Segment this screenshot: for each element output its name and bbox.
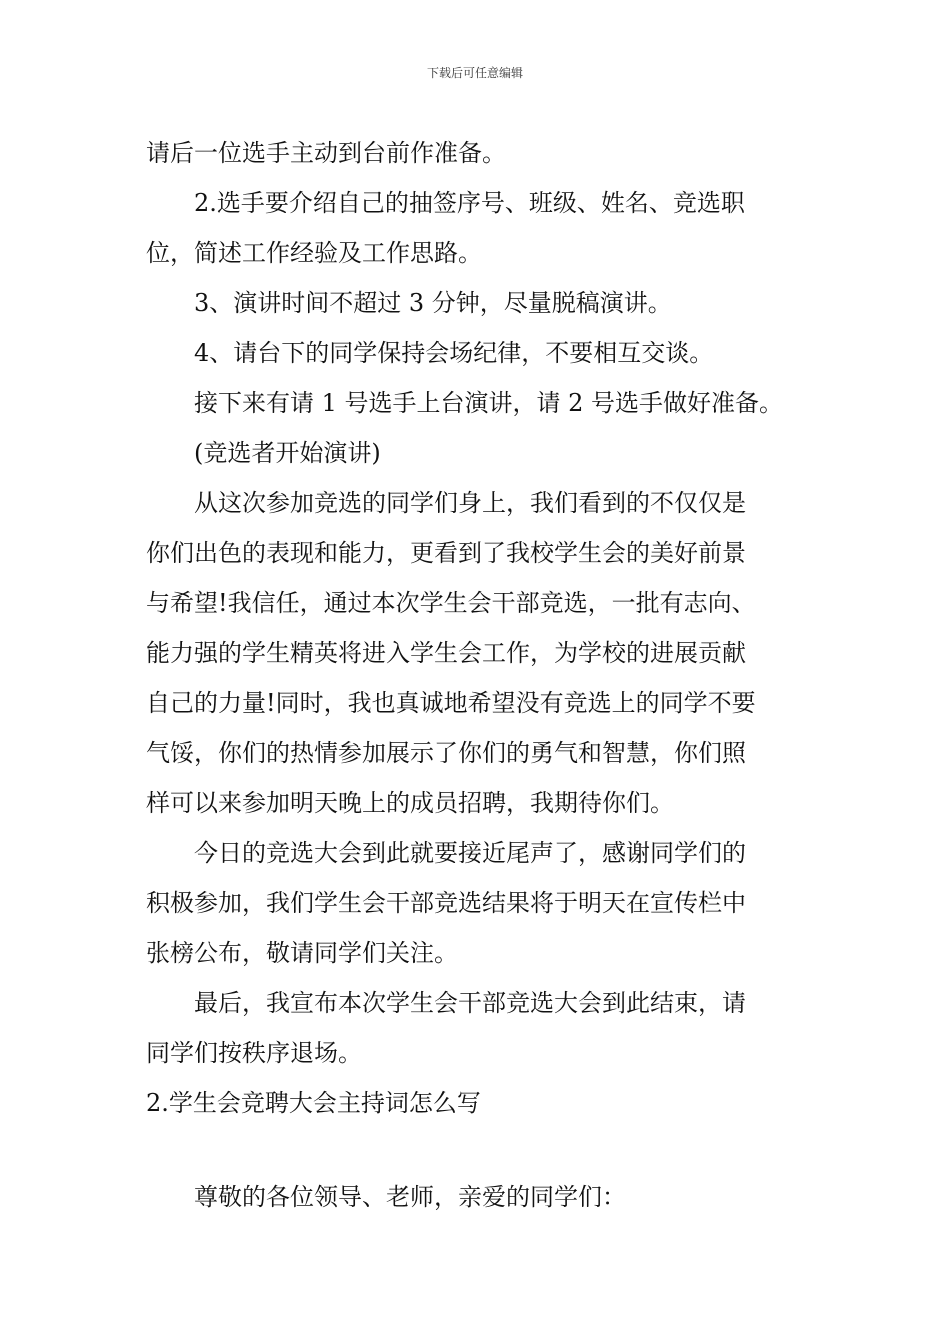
- text-line: 位，简述工作经验及工作思路。: [146, 239, 482, 267]
- text-line: 请后一位选手主动到台前作准备。: [146, 139, 506, 167]
- text-line: 能力强的学生精英将进入学生会工作，为学校的进展贡献: [146, 639, 746, 667]
- text-line: 与希望!我信任，通过本次学生会干部竞选，一批有志向、: [146, 589, 756, 617]
- text-line: 张榜公布，敬请同学们关注。: [146, 939, 458, 967]
- text-line: 今日的竞选大会到此就要接近尾声了，感谢同学们的: [194, 839, 746, 867]
- text-line: 4、请台下的同学保持会场纪律，不要相互交谈。: [194, 339, 714, 367]
- text-line: 气馁，你们的热情参加展示了你们的勇气和智慧，你们照: [146, 739, 746, 767]
- salutation: 尊敬的各位领导、老师，亲爱的同学们：: [194, 1183, 626, 1211]
- section-heading: 2.学生会竞聘大会主持词怎么写: [146, 1089, 481, 1117]
- text-line: 积极参加，我们学生会干部竞选结果将于明天在宣传栏中: [146, 889, 746, 917]
- text-line: 从这次参加竞选的同学们身上，我们看到的不仅仅是: [194, 489, 746, 517]
- text-line: 样可以来参加明天晚上的成员招聘，我期待你们。: [146, 789, 674, 817]
- document-body: [146, 128, 810, 1222]
- text-line: 你们出色的表现和能力，更看到了我校学生会的美好前景: [146, 539, 746, 567]
- text-line: 自己的力量!同时，我也真诚地希望没有竞选上的同学不要: [146, 689, 756, 717]
- text-line: 接下来有请 1 号选手上台演讲，请 2 号选手做好准备。: [194, 389, 784, 417]
- text-line: 2.选手要介绍自己的抽签序号、班级、姓名、竞选职: [194, 189, 745, 217]
- text-line: 同学们按秩序退场。: [146, 1039, 362, 1067]
- spacer: [146, 1128, 810, 1172]
- text-line: 3、演讲时间不超过 3 分钟，尽量脱稿演讲。: [194, 289, 672, 317]
- page-header: 下载后可任意编辑: [426, 66, 523, 80]
- text-line: (竞选者开始演讲): [194, 439, 381, 467]
- text-line: 最后，我宣布本次学生会干部竞选大会到此结束，请: [194, 989, 746, 1017]
